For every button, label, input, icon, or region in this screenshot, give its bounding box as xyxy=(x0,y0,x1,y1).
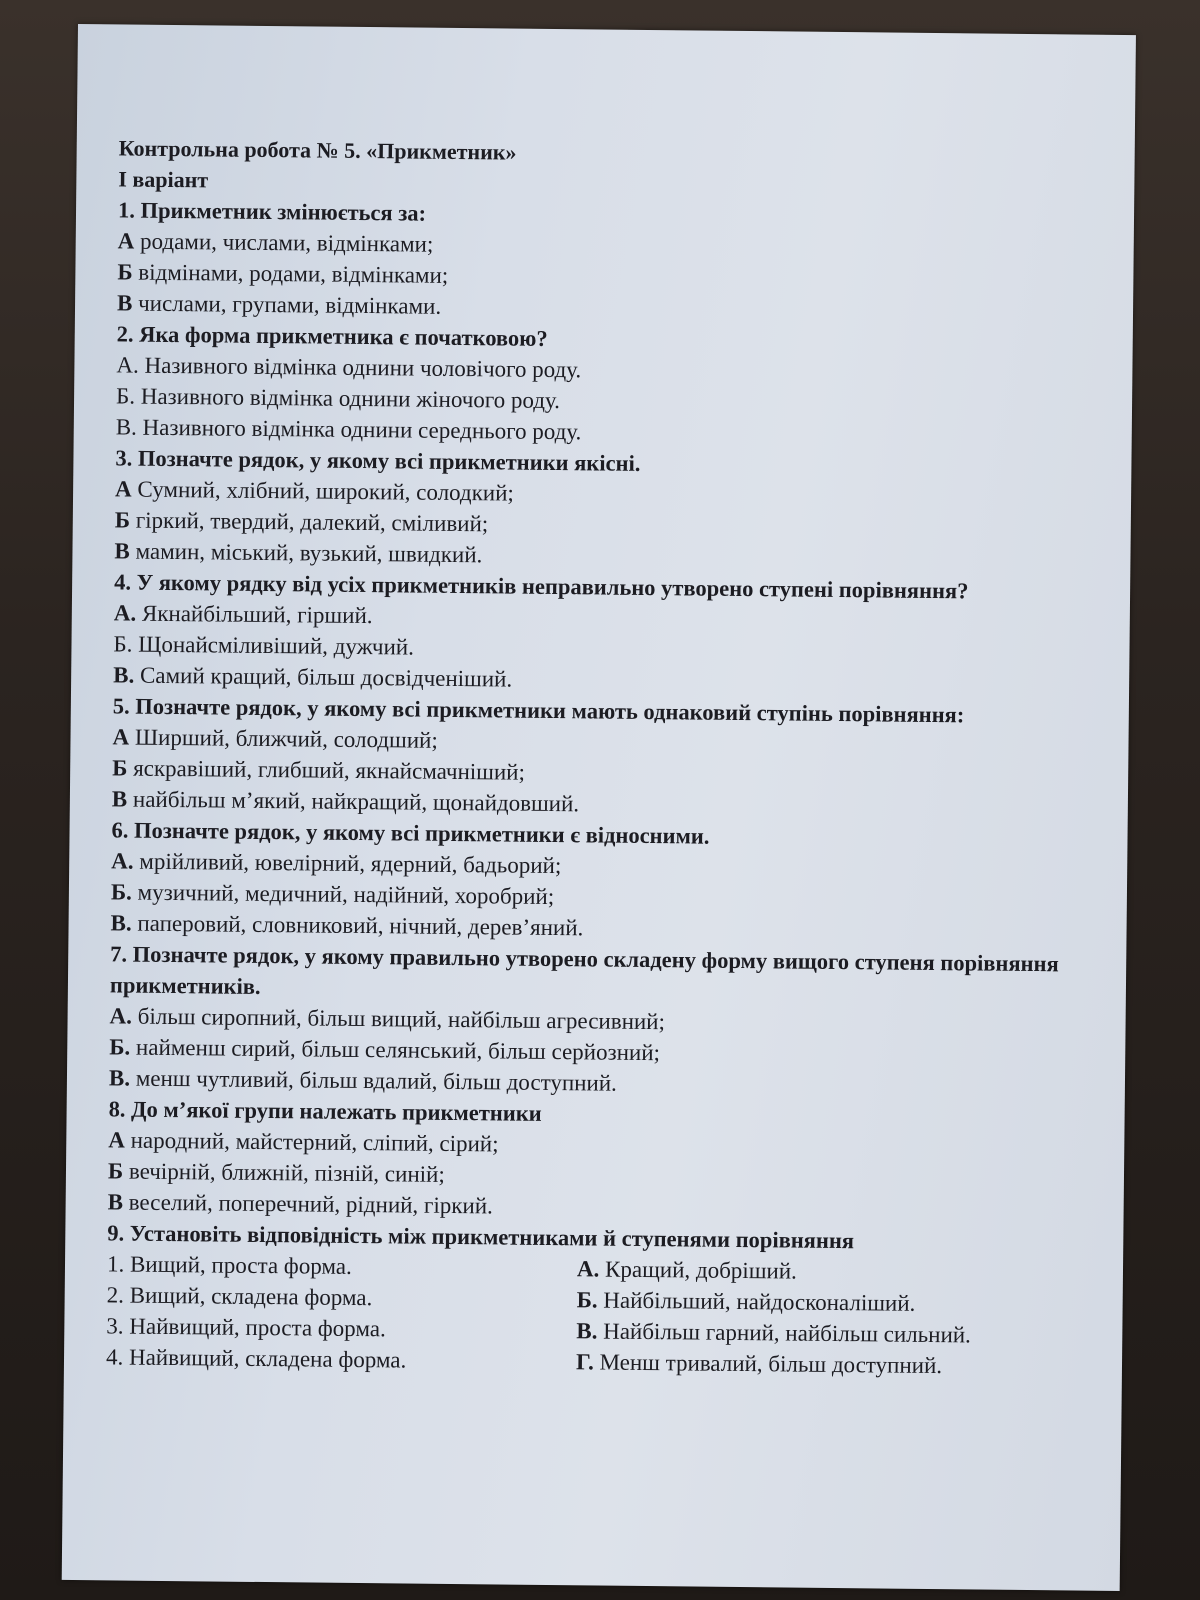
option-letter: В. xyxy=(110,910,132,936)
matching-left-item: 2. Вищий, складена форма. xyxy=(106,1282,373,1311)
question-3 xyxy=(114,442,1095,576)
option-text: веселий, поперечний, рідний, гіркий. xyxy=(122,1189,494,1219)
option-text: Б. Називного відмінка однини жіночого роду. xyxy=(115,383,561,414)
option-letter: Б xyxy=(112,755,128,781)
question-text: 3. Позначте рядок, у якому всі прикметники якісні. xyxy=(115,445,641,476)
option-letter: В. xyxy=(113,662,135,688)
matching-text: Найбільш гарний, найбільш сильний. xyxy=(597,1318,972,1348)
questions-list xyxy=(108,194,1099,1227)
test-title: Контрольна робота № 5. «Прикметник» xyxy=(118,135,517,165)
question-text: 4. У якому рядку від усіх прикметників неправильно утворено ступені порівняння? xyxy=(114,569,969,604)
option-text: В. Називного відмінка однини середнього роду. xyxy=(115,414,582,445)
option-letter: В xyxy=(107,1189,124,1215)
option-letter: А xyxy=(117,228,135,254)
matching-left-item: 3. Найвищий, проста форма. xyxy=(106,1313,386,1342)
question-text: 6. Позначте рядок, у якому всі прикметники є відносними. xyxy=(111,817,710,849)
matching-letter: Г. xyxy=(575,1349,594,1375)
question-7 xyxy=(109,938,1091,1103)
option-text: гіркий, твердий, далекий, сміливий; xyxy=(129,507,489,537)
matching-right-item xyxy=(576,1346,1096,1382)
option-letter: Б xyxy=(107,1158,124,1184)
option-text: найбільш м’який, найкращий, щонайдовший. xyxy=(127,786,580,817)
question-text: 2. Яка форма прикметника є початковою? xyxy=(116,321,548,351)
matching-question xyxy=(106,1217,1088,1382)
option-letter: А xyxy=(115,476,132,502)
matching-text: Менш тривалий, більш доступний. xyxy=(593,1349,943,1379)
option-letter: В. xyxy=(108,1065,131,1091)
option-letter: Б. xyxy=(109,1034,131,1060)
option-letter: А. xyxy=(113,600,137,626)
question-4 xyxy=(113,566,1094,700)
option-text: найменш сирий, більш селянський, більш серйозний; xyxy=(130,1034,661,1066)
option-text: яскравіший, глибший, якнайсмачніший; xyxy=(127,755,526,785)
option-text: вечірній, ближній, пізній, синій; xyxy=(123,1158,445,1187)
question-text: 7. Позначте рядок, у якому правильно утворено складену форму вищого ступеня порівняння прикметників. xyxy=(109,941,1059,999)
question-text: 8. До м’якої групи належать прикметники xyxy=(108,1096,542,1126)
matching-left-item: 4. Найвищий, складена форма. xyxy=(105,1344,407,1373)
option-text: родами, числами, відмінками; xyxy=(134,228,434,257)
option-text: Ширший, ближчий, солодший; xyxy=(129,724,438,753)
option-letter: Б. xyxy=(110,879,133,905)
variant-label: І варіант xyxy=(118,166,209,193)
question-5 xyxy=(112,690,1093,824)
option-letter: В xyxy=(114,538,130,564)
option-text: Самий кращий, більш досвідченіший. xyxy=(134,662,513,692)
option-text: Якнайбільший, гірший. xyxy=(136,600,373,629)
matching-text: Кращий, добріший. xyxy=(599,1256,797,1284)
option-text: народний, майстерний, сліпий, сірий; xyxy=(124,1127,499,1157)
question-9-text: 9. Установіть відповідність між прикметниками й ступенями порівняння xyxy=(107,1220,855,1254)
option-letter: А xyxy=(112,724,130,750)
question-1 xyxy=(117,194,1098,328)
option-text: музичний, медичний, надійний, хоробрий; xyxy=(131,879,555,910)
matching-letter: Б. xyxy=(576,1287,598,1313)
option-letter: Б xyxy=(114,507,131,533)
option-letter: В xyxy=(116,290,133,316)
option-letter: В xyxy=(111,786,128,812)
matching-rows xyxy=(106,1248,1087,1382)
question-6 xyxy=(110,814,1091,948)
option-text: паперовий, словниковий, нічний, дерев’яний. xyxy=(131,910,584,941)
matching-letter: В. xyxy=(576,1318,598,1344)
question-2 xyxy=(116,318,1097,452)
option-text: Б. Щонайсміливіший, дужчий. xyxy=(113,631,415,660)
option-letter: А. xyxy=(111,848,134,874)
option-text: А. Називного відмінка однини чоловічого роду. xyxy=(116,352,582,383)
matching-letter: А. xyxy=(576,1256,600,1282)
option-text: мрійливий, ювелірний, ядерний, бадьорий; xyxy=(133,848,562,879)
option-text: числами, групами, відмінками. xyxy=(132,290,442,319)
option-text: відмінами, родами, відмінками; xyxy=(132,259,449,288)
test-paper-sheet xyxy=(62,24,1136,1591)
option-letter: А xyxy=(108,1127,126,1153)
option-text: Сумний, хлібний, широкий, солодкий; xyxy=(131,476,514,506)
question-text: 1. Прикметник змінюється за: xyxy=(117,197,427,226)
option-letter: А. xyxy=(109,1003,133,1029)
option-letter: Б xyxy=(117,259,133,285)
question-text: 5. Позначте рядок, у якому всі прикметники мають однаковий ступінь порівняння: xyxy=(112,693,965,728)
option-text: менш чутливий, більш вдалий, більш доступний. xyxy=(129,1065,618,1096)
option-text: більш сиропний, більш вищий, найбільш агресивний; xyxy=(131,1003,666,1035)
option-text: мамин, міський, вузький, швидкий. xyxy=(129,538,483,568)
question-8 xyxy=(108,1093,1089,1227)
test-content xyxy=(106,132,1099,1382)
matching-text: Найбільший, найдосконаліший. xyxy=(597,1287,916,1316)
matching-left-item: 1. Вищий, проста форма. xyxy=(106,1251,352,1279)
